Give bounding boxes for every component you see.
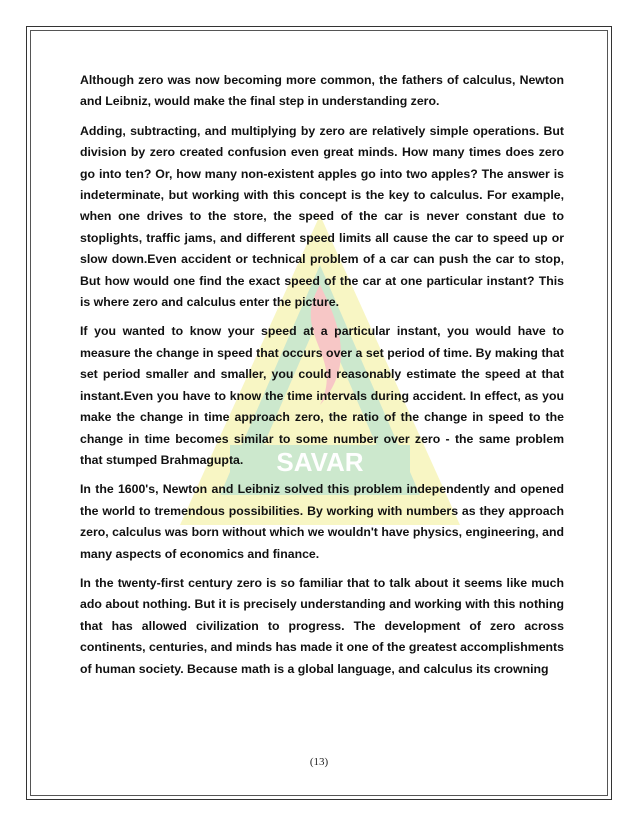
watermark-text: SAVAR xyxy=(276,447,364,477)
paragraph: In the twenty-first century zero is so familiar that to talk about it seems like much ado about nothing. But it is precisely understanding and working with this nothing that has allowed civilization to progress. The development of zero across continents, centuries, and minds has made it one of the greatest accomplishments of human society. Because math is a global language, and calculus its crowning xyxy=(80,575,564,676)
paragraph: Adding, subtracting, and multiplying by zero are relatively simple operations. But division by zero created confusion even great minds. How many times does zero go into ten? Or, how many non-existent apples go into two apples? The answer is indeterminate, but working with this concept is the key to calculus. For example, when one drives to the store, the speed of the car is never constant due to stoplights, traffic jams, and different speed limits all cause the car to speed up or slow down.Even accident or technical problem of a car can push the car to stop, But how would one find the exact speed of the car at one particular instant? This is where zero and calculus enter the picture. xyxy=(80,123,564,310)
paragraph: If you wanted to know your speed at a particular instant, you would have to measure the change in speed that occurs over a set period of time. By making that set period smaller and smaller, you could reasonably estimate the speed at that instant.Even you have to know the time intervals during accident. In effect, as you make the change in time approach zero, the ratio of the change in speed to the change in time becomes similar to some number over zero - the same problem that stumped Brahmagupta. xyxy=(80,324,564,467)
paragraph: In the 1600's, Newton and Leibniz solved this problem independently and opened the world to tremendous possibilities. By working with numbers as they approach zero, calculus was born without which we wouldn't have physics, engineering, and many aspects of economics and finance. xyxy=(80,482,564,561)
document-body xyxy=(80,70,564,688)
page-number: (13) xyxy=(309,756,329,768)
paragraph: Although zero was now becoming more common, the fathers of calculus, Newton and Leibniz, would make the final step in understanding zero. xyxy=(80,73,564,109)
